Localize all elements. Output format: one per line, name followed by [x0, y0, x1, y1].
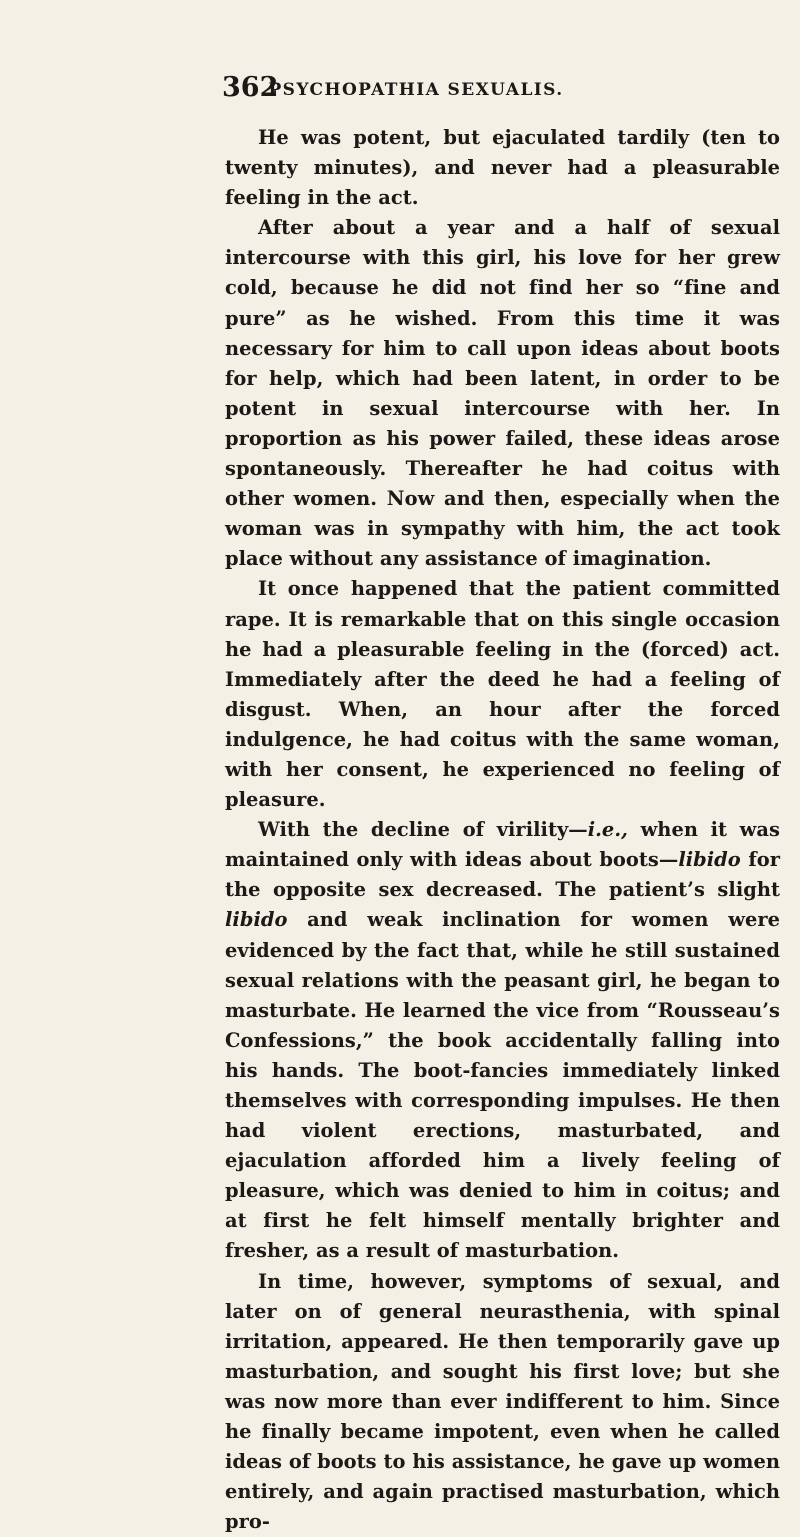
- paragraph-text: It once happened that the patient committed rape. It is remarkable that on this single occasion he had a pleasurable feeling in the (forced) act. Immediately after the deed he had a feeling of disgust. When, an hour after the forced indulgence, he had coitus with the same woman, with her consent, he experienced no feeling of pleasure.: [225, 577, 780, 812]
- paragraph: [225, 815, 780, 1266]
- paragraph-text: for the opposite sex decreased. The patient’s slight: [225, 848, 780, 902]
- body-text: [225, 123, 780, 1537]
- paragraph-text: when it was maintained only with ideas about boots—: [225, 818, 780, 872]
- paragraph: [225, 123, 780, 213]
- page-number: 362: [222, 72, 279, 103]
- running-head: PSYCHOPATHIA SEXUALIS.: [268, 80, 564, 100]
- paragraph: [225, 213, 780, 574]
- italic-term: libido: [678, 848, 741, 872]
- paragraph-text: In time, however, symptoms of sexual, and later on of general neurasthenia, with spinal irritation, appeared. He then temporarily gave up masturbation, and sought his first love; but she was now more than ever indifferent to him. Since he finally became impotent, even when he called ideas of boots to his assistance, he gave up women entirely, and again practised masturbation, which pro-: [225, 1269, 780, 1534]
- paragraph-text: He was potent, but ejaculated tardily (ten to twenty minutes), and never had a pleasurable feeling in the act.: [225, 126, 780, 210]
- paragraph-text: After about a year and a half of sexual intercourse with this girl, his love for her grew cold, because he did not find her so “fine and pure” as he wished. From this time it was necessary for him to call upon ideas about boots for help, which had been latent, in order to be potent in sexual intercourse with her. In proportion as his power failed, these ideas arose spontaneously. Thereafter he had coitus with other women. Now and then, especially when the woman was in sympathy with him, the act took place without any assistance of imagination.: [225, 216, 780, 571]
- page-header: [222, 70, 570, 110]
- italic-term: libido: [225, 908, 288, 932]
- paragraph-text: and weak inclination for women were evidenced by the fact that, while he still sustained sexual relations with the peasant girl, he began to masturbate. He learned the vice from “Rousseau’s Confessions,” the book accidentally falling into his hands. The boot-fancies immediately linked themselves with corresponding impulses. He then had violent erections, masturbated, and ejaculation afforded him a lively feeling of pleasure, which was denied to him in coitus; and at first he felt himself mentally brighter and fresher, as a result of masturbation.: [225, 908, 780, 1263]
- italic-term: i.e.,: [587, 818, 628, 842]
- paragraph: [225, 1267, 780, 1537]
- paragraph-text: With the decline of virility—: [258, 818, 588, 842]
- paragraph: [225, 574, 780, 815]
